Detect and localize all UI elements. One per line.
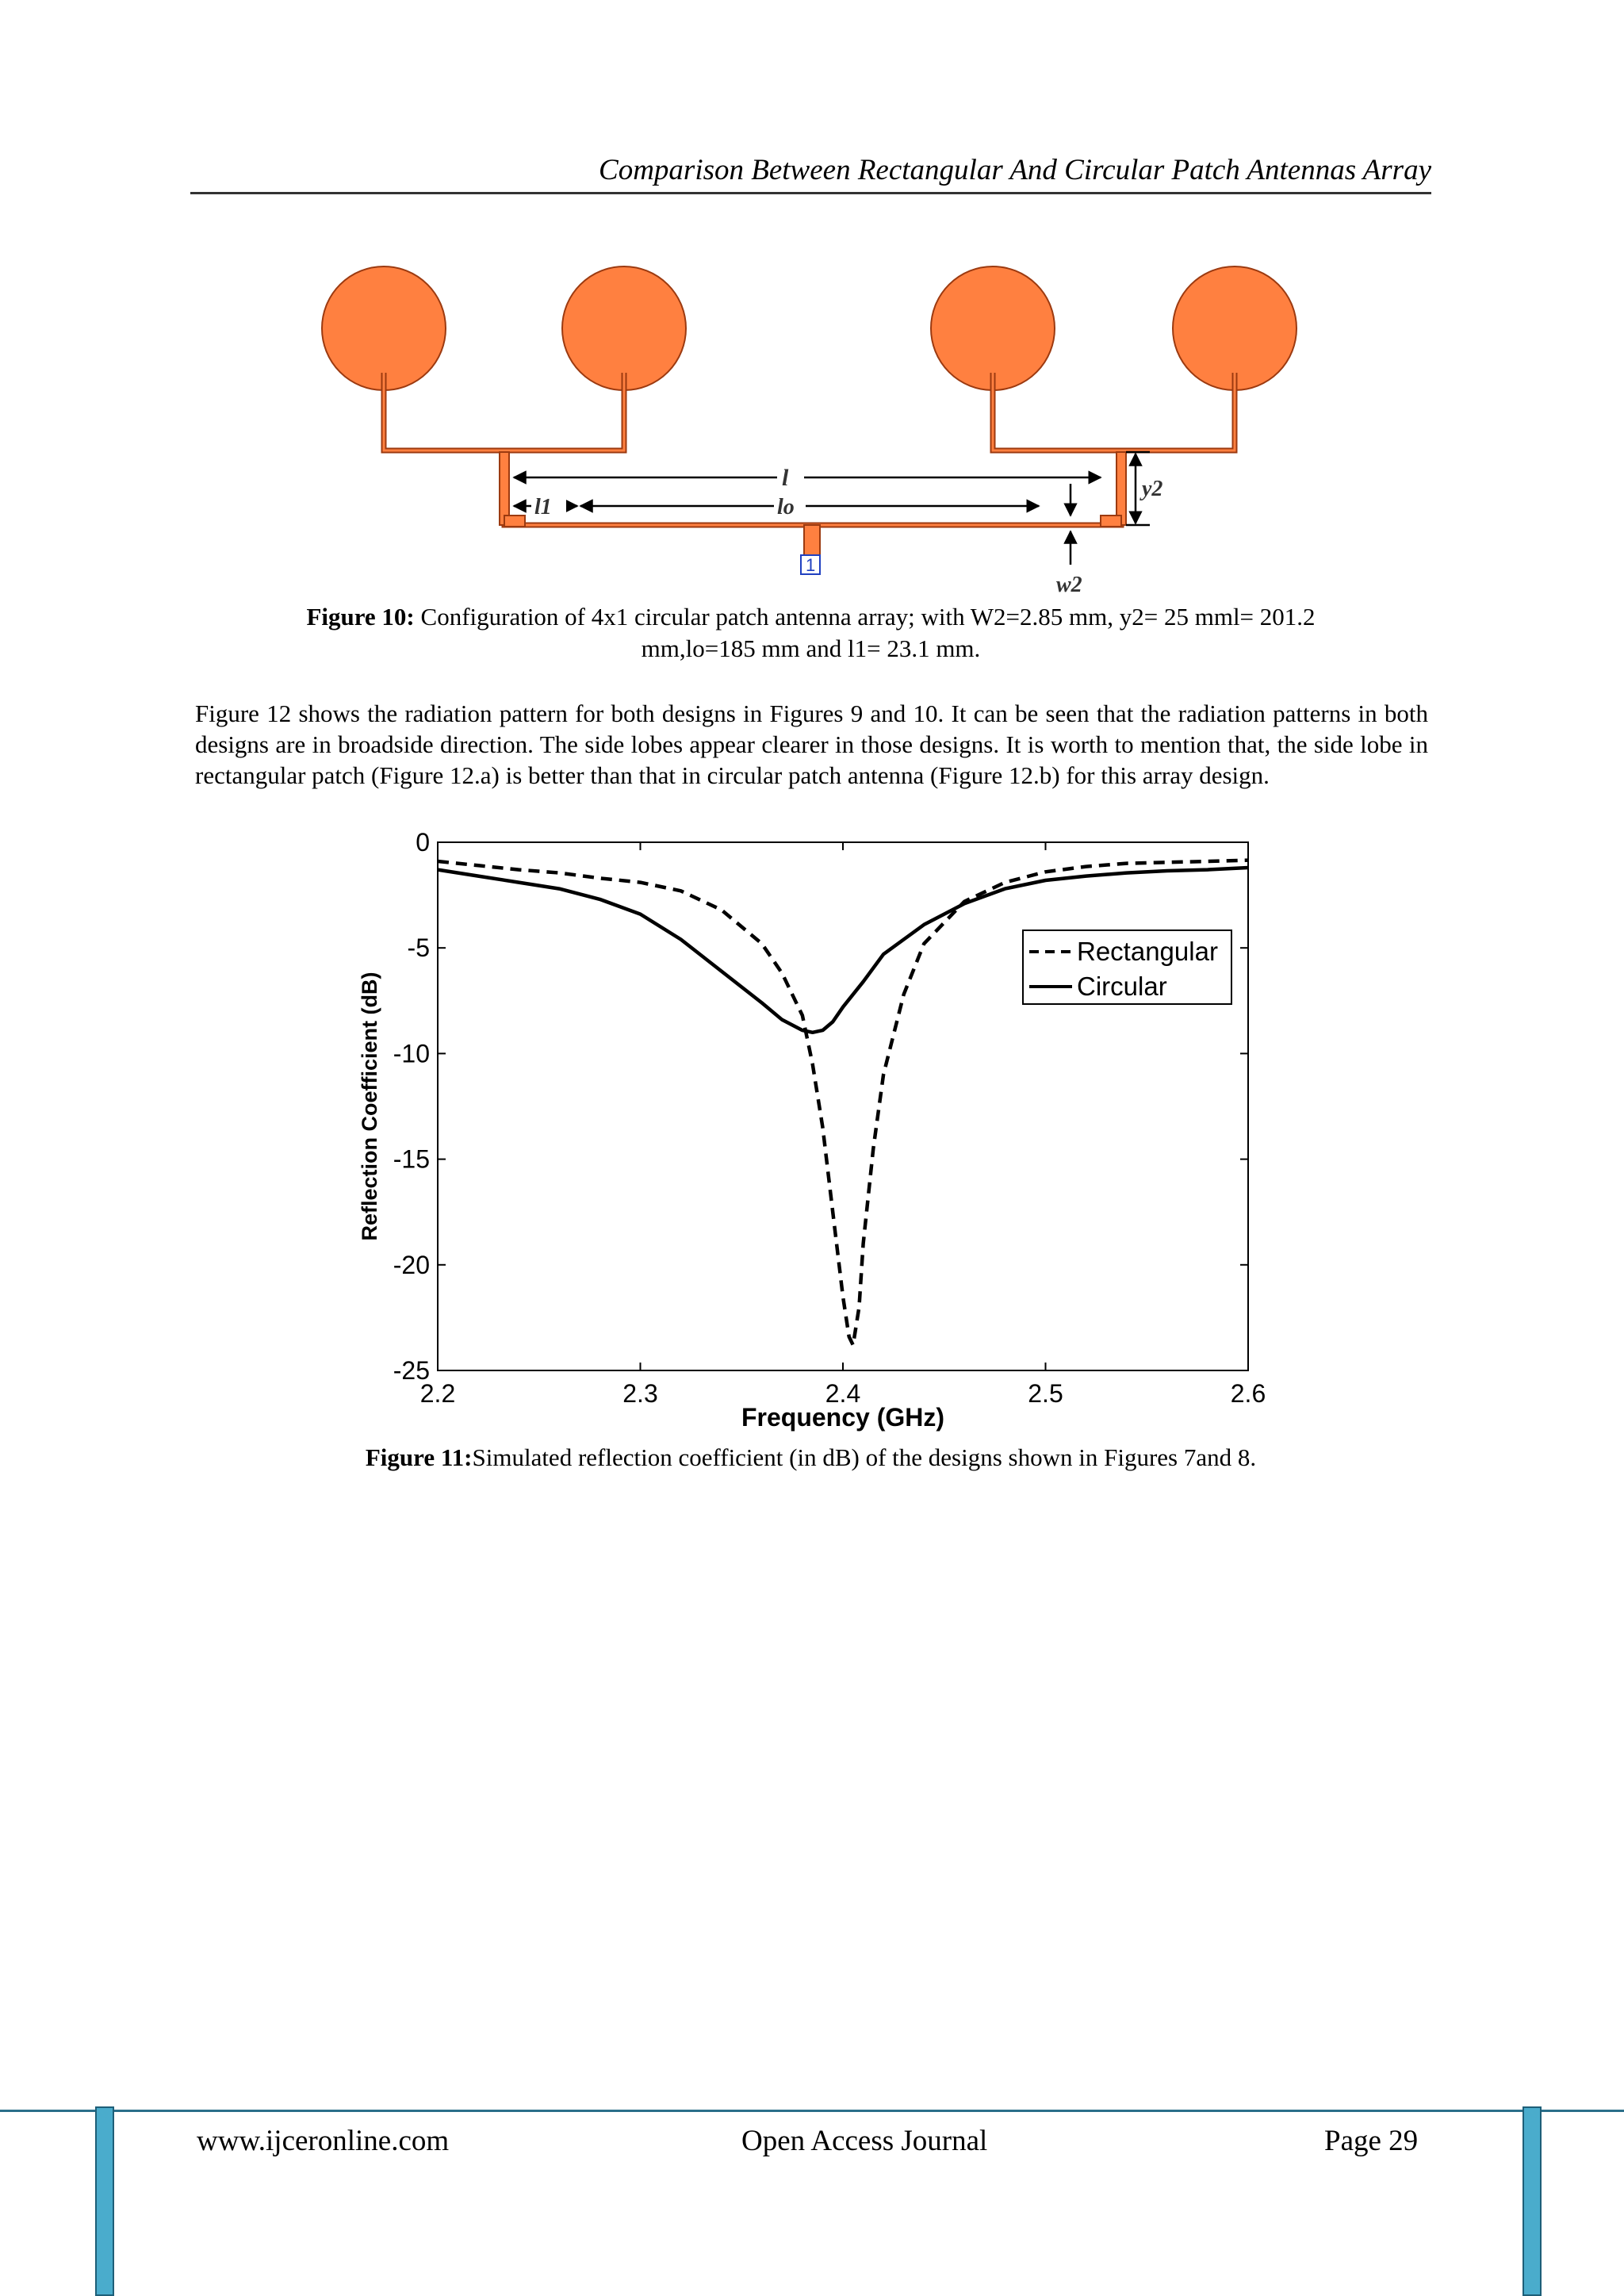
y-axis-label: Reflection Coefficient (dB) [358, 972, 381, 1241]
legend-label-circular: Circular [1077, 972, 1167, 1001]
x-tick-label: 2.2 [419, 1379, 456, 1408]
figure10-caption-label: Figure 10: [306, 603, 415, 631]
figure10-caption-line1: Configuration of 4x1 circular patch antenna array; with W2=2.85 mm, y2= 25 mml= 201.2 [420, 603, 1316, 631]
y-tick-label: -20 [393, 1250, 430, 1279]
feed-port [804, 525, 820, 555]
quarter-wave-section-right [1116, 452, 1126, 525]
legend-label-rectangular: Rectangular [1077, 937, 1218, 966]
port-label: 1 [806, 555, 816, 575]
running-header: Comparison Between Rectangular And Circular Patch Antennas Array [599, 154, 1431, 186]
x-axis-label: Frequency (GHz) [741, 1403, 945, 1432]
circular-patch-1 [322, 266, 446, 390]
circular-patch-3 [931, 266, 1055, 390]
y-tick-label: -10 [393, 1039, 430, 1068]
circular-patch-4 [1173, 266, 1297, 390]
header-divider [190, 192, 1431, 194]
figure11-caption-label: Figure 11: [365, 1443, 473, 1471]
y-tick-label: 0 [416, 828, 430, 857]
y-tick-label: -5 [407, 933, 430, 963]
footer-journal: Open Access Journal [741, 2125, 988, 2157]
reflection-coefficient-chart [349, 825, 1293, 1443]
figure10-caption [190, 601, 1431, 665]
y-tick-label: -25 [393, 1356, 430, 1385]
label-l: l [782, 465, 789, 491]
label-lo: lo [777, 495, 795, 519]
footer-page-number: Page 29 [1324, 2125, 1419, 2157]
stub-right [1101, 516, 1121, 527]
label-w2: w2 [1056, 573, 1082, 595]
antenna-array-diagram [301, 254, 1324, 595]
figure11-caption-text: Simulated reflection coefficient (in dB) of the designs shown in Figures 7and 8. [472, 1443, 1257, 1471]
x-tick-label: 2.3 [622, 1379, 658, 1408]
feed-network [384, 373, 1235, 525]
figure10-caption-line2: mm,lo=185 mm and l1= 23.1 mm. [641, 634, 981, 662]
footer-bar-left [95, 2106, 114, 2296]
circular-patch-2 [562, 266, 686, 390]
figure11-caption [190, 1442, 1431, 1474]
quarter-wave-section-left [500, 452, 509, 525]
footer-divider [0, 2110, 1624, 2112]
footer-bar-right [1522, 2106, 1542, 2296]
x-tick-label: 2.6 [1230, 1379, 1266, 1408]
stub-left [504, 516, 525, 527]
x-tick-label: 2.5 [1028, 1379, 1063, 1408]
y-tick-label: -15 [393, 1144, 430, 1174]
label-y2: y2 [1142, 477, 1163, 501]
label-l1: l1 [534, 495, 552, 519]
body-paragraph: Figure 12 shows the radiation pattern for both designs in Figures 9 and 10. It can be seen that the radiation patterns in both designs are in broadside direction. The side lobes appear clearer in those designs. It is worth to mention that, the side lobe in rectangular patch (Figure 12.a) is better than that in circular patch antenna (Figure 12.b) for this array design. [195, 700, 1428, 789]
footer-website: www.ijceronline.com [197, 2125, 450, 2157]
x-tick-label: 2.4 [825, 1379, 861, 1408]
